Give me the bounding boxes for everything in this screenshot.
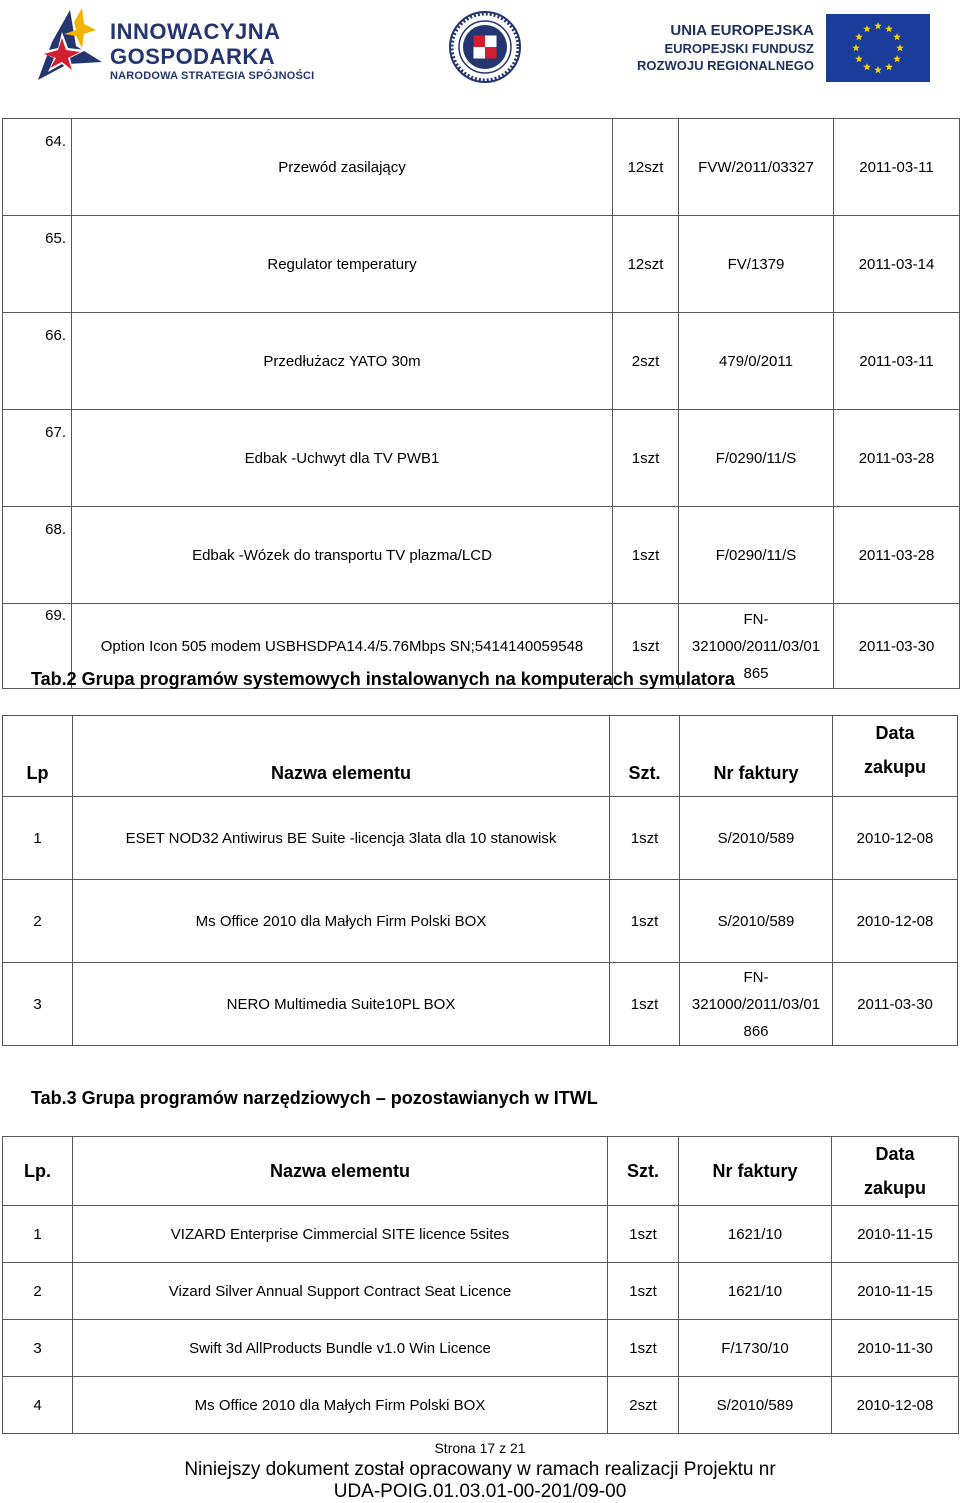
header-date-line-2: zakupu — [863, 1178, 926, 1198]
eu-fund-line-1: EUROPEJSKI FUNDUSZ — [664, 41, 814, 56]
table2-caption: Tab.2 Grupa programów systemowych instalowanych na komputerach symulatora — [31, 669, 735, 689]
row-lp: 3 — [3, 963, 73, 1046]
table3-caption: Tab.3 Grupa programów narzędziowych – pozostawianych w ITWL — [31, 1088, 598, 1108]
header-date — [832, 1137, 959, 1206]
header-logos — [0, 0, 960, 96]
header-qty: Szt. — [608, 1137, 679, 1206]
row-lp: 69. — [3, 604, 72, 689]
row-qty: 1szt — [613, 604, 679, 689]
header-date-line-1: Data — [875, 1144, 915, 1164]
row-name: Edbak -Uchwyt dla TV PWB1 — [72, 410, 613, 507]
eu-fund-logo — [637, 12, 932, 84]
row-invoice-line: 321000/2011/03/01 — [691, 637, 821, 655]
row-qty: 1szt — [613, 507, 679, 604]
row-name: Przewód zasilający — [72, 119, 613, 216]
tool-software-table — [2, 1136, 959, 1434]
header-invoice: Nr faktury — [680, 716, 833, 797]
row-date: 2011-03-14 — [834, 216, 960, 313]
eu-title: UNIA EUROPEJSKA — [670, 22, 814, 39]
row-invoice — [680, 963, 833, 1046]
row-qty: 1szt — [610, 880, 680, 963]
row-qty: 1szt — [610, 963, 680, 1046]
table-row — [3, 313, 960, 410]
row-lp: 4 — [3, 1377, 73, 1434]
institute-seal-icon — [448, 10, 522, 84]
row-name: VIZARD Enterprise Cimmercial SITE licence 5sites — [73, 1206, 608, 1263]
table-row — [3, 119, 960, 216]
row-date: 2011-03-11 — [834, 313, 960, 410]
row-invoice: 1621/10 — [679, 1263, 832, 1320]
table-header-row — [3, 716, 958, 797]
header-lp: Lp — [3, 716, 73, 797]
row-invoice-line: FN- — [743, 610, 769, 628]
row-date: 2010-11-15 — [832, 1263, 959, 1320]
row-name: Edbak -Wózek do transportu TV plazma/LCD — [72, 507, 613, 604]
row-invoice: S/2010/589 — [680, 797, 833, 880]
row-lp: 1 — [3, 1206, 73, 1263]
row-qty: 12szt — [613, 119, 679, 216]
header-lp: Lp. — [3, 1137, 73, 1206]
row-name: Regulator temperatury — [72, 216, 613, 313]
header-date — [833, 716, 958, 797]
row-name: Option Icon 505 modem USBHSDPA14.4/5.76Mbps SN;5414140059548 — [72, 604, 613, 689]
row-qty: 1szt — [608, 1263, 679, 1320]
table-row — [3, 880, 958, 963]
row-invoice: S/2010/589 — [680, 880, 833, 963]
header-name: Nazwa elementu — [73, 716, 610, 797]
table-row — [3, 507, 960, 604]
table-row — [3, 1320, 959, 1377]
row-invoice: FV/1379 — [679, 216, 834, 313]
table-header-row — [3, 1137, 959, 1206]
row-date: 2011-03-30 — [833, 963, 958, 1046]
row-lp: 2 — [3, 1263, 73, 1320]
row-date: 2011-03-11 — [834, 119, 960, 216]
row-invoice: F/0290/11/S — [679, 507, 834, 604]
table-row — [3, 1377, 959, 1434]
row-invoice: 1621/10 — [679, 1206, 832, 1263]
row-name: Ms Office 2010 dla Małych Firm Polski BOX — [73, 1377, 608, 1434]
header-invoice: Nr faktury — [679, 1137, 832, 1206]
table-row — [3, 410, 960, 507]
row-date: 2010-12-08 — [832, 1377, 959, 1434]
row-qty: 12szt — [613, 216, 679, 313]
ig-title-line-1: INNOWACYJNA — [110, 19, 281, 44]
innowacyjna-gospodarka-logo — [30, 2, 320, 92]
table-row — [3, 1263, 959, 1320]
footer-project-line-2: UDA-POIG.01.03.01-00-201/09-00 — [333, 1481, 627, 1502]
row-lp: 66. — [3, 313, 72, 410]
row-invoice-line: FN- — [743, 968, 769, 986]
system-software-table — [2, 715, 958, 1046]
row-name: Przedłużacz YATO 30m — [72, 313, 613, 410]
row-name: Ms Office 2010 dla Małych Firm Polski BOX — [73, 880, 610, 963]
row-qty: 1szt — [608, 1206, 679, 1263]
row-qty: 1szt — [613, 410, 679, 507]
ig-star-mark-icon — [30, 2, 110, 92]
row-invoice-line: 865 — [743, 664, 769, 682]
row-name: NERO Multimedia Suite10PL BOX — [73, 963, 610, 1046]
row-date: 2011-03-28 — [834, 410, 960, 507]
equipment-table — [2, 118, 960, 689]
table-row — [3, 797, 958, 880]
row-lp: 2 — [3, 880, 73, 963]
ig-title-line-2: GOSPODARKA — [110, 44, 276, 69]
row-date: 2011-03-30 — [834, 604, 960, 689]
row-invoice-line: 866 — [743, 1022, 769, 1040]
row-qty: 1szt — [608, 1320, 679, 1377]
row-qty: 2szt — [613, 313, 679, 410]
row-invoice: F/1730/10 — [679, 1320, 832, 1377]
row-invoice-line: 321000/2011/03/01 — [691, 995, 821, 1013]
row-lp: 65. — [3, 216, 72, 313]
header-date-line-1: Data — [875, 723, 915, 743]
row-date: 2011-03-28 — [834, 507, 960, 604]
row-lp: 67. — [3, 410, 72, 507]
row-name: Swift 3d AllProducts Bundle v1.0 Win Licence — [73, 1320, 608, 1377]
row-lp: 1 — [3, 797, 73, 880]
row-name: ESET NOD32 Antiwirus BE Suite -licencja 3lata dla 10 stanowisk — [73, 797, 610, 880]
row-lp: 3 — [3, 1320, 73, 1377]
row-lp: 68. — [3, 507, 72, 604]
row-invoice: F/0290/11/S — [679, 410, 834, 507]
row-date: 2010-11-30 — [832, 1320, 959, 1377]
row-qty: 1szt — [610, 797, 680, 880]
table-row — [3, 216, 960, 313]
row-date: 2010-11-15 — [832, 1206, 959, 1263]
row-lp: 64. — [3, 119, 72, 216]
row-date: 2010-12-08 — [833, 880, 958, 963]
footer-project-line-1: Niniejszy dokument został opracowany w ramach realizacji Projektu nr — [184, 1459, 776, 1480]
ig-subtitle: NARODOWA STRATEGIA SPÓJNOŚCI — [110, 70, 315, 82]
eu-flag-icon — [826, 14, 930, 82]
header-name: Nazwa elementu — [73, 1137, 608, 1206]
page-number: Strona 17 z 21 — [434, 1440, 526, 1456]
row-qty: 2szt — [608, 1377, 679, 1434]
table-row — [3, 1206, 959, 1263]
row-invoice: S/2010/589 — [679, 1377, 832, 1434]
table-row — [3, 963, 958, 1046]
eu-fund-line-2: ROZWOJU REGIONALNEGO — [637, 58, 814, 73]
row-date: 2010-12-08 — [833, 797, 958, 880]
header-date-line-2: zakupu — [863, 757, 926, 777]
row-name: Vizard Silver Annual Support Contract Seat Licence — [73, 1263, 608, 1320]
header-qty: Szt. — [610, 716, 680, 797]
row-invoice: FVW/2011/03327 — [679, 119, 834, 216]
row-invoice: 479/0/2011 — [679, 313, 834, 410]
